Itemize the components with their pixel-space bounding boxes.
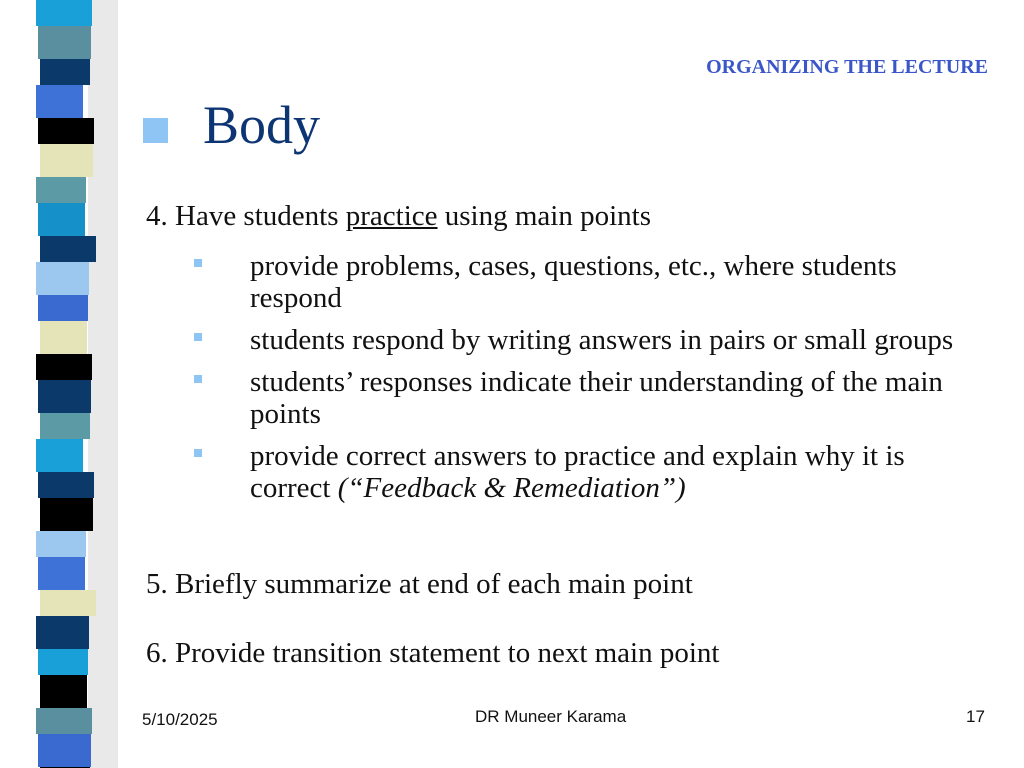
- sub-point-text: students respond by writing answers in pairs or small groups: [250, 324, 954, 356]
- sub-point-text: provide correct answers to practice and explain why it is correct: [250, 440, 905, 504]
- point-5-number: 5.: [146, 568, 168, 600]
- point-6: [146, 637, 719, 670]
- sub-point: [190, 440, 990, 504]
- sub-point: [190, 324, 990, 356]
- small-square-bullet-icon: [194, 375, 202, 383]
- footer-author: DR Muneer Karama: [475, 707, 627, 726]
- square-bullet-icon: [143, 118, 168, 143]
- slide-title: Body: [203, 95, 321, 155]
- footer-page-number: 17: [966, 707, 985, 726]
- sub-point-text: students’ responses indicate their understanding of the main points: [250, 366, 943, 430]
- point-5: [146, 568, 693, 601]
- feedback-remediation-emphasis: (“Feedback & Remediation”): [337, 472, 686, 504]
- decorative-strip: [0, 0, 120, 768]
- point-5-text: Briefly summarize at end of each main point: [167, 568, 693, 600]
- point-4-text-after: using main points: [437, 200, 651, 232]
- point-4: [146, 200, 651, 233]
- sub-point: [190, 366, 990, 430]
- footer-date: 5/10/2025: [142, 710, 218, 729]
- sub-point-text: provide problems, cases, questions, etc., where students respond: [250, 250, 897, 314]
- small-square-bullet-icon: [194, 449, 202, 457]
- sub-point: [190, 250, 990, 314]
- section-header: ORGANIZING THE LECTURE: [706, 56, 988, 78]
- point-6-text: Provide transition statement to next main point: [167, 637, 720, 669]
- point-4-text-before: Have students: [167, 200, 346, 232]
- point-6-number: 6.: [146, 637, 168, 669]
- small-square-bullet-icon: [194, 333, 202, 341]
- point-4-number: 4.: [146, 200, 168, 232]
- point-4-underlined: practice: [345, 200, 438, 232]
- small-square-bullet-icon: [194, 259, 202, 267]
- sub-point-list: [190, 250, 990, 514]
